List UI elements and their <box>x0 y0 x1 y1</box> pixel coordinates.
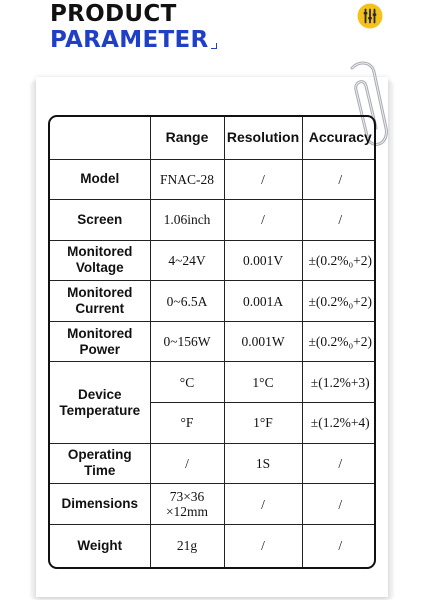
resolution-cell: / <box>224 200 302 241</box>
spec-table <box>48 115 376 569</box>
title-line-2 <box>50 26 217 54</box>
accuracy-cell: ±(0.2%₀+2) <box>302 240 376 281</box>
range-cell: °C <box>150 362 224 403</box>
resolution-cell: 0.001V <box>224 240 302 281</box>
resolution-cell: 1°C <box>224 362 302 403</box>
accuracy-cell: ±(1.2%+4) <box>302 403 376 444</box>
header-cell-accuracy: Accuracy <box>302 117 376 159</box>
row-label: Model <box>50 159 150 200</box>
title-line-2-text: PARAMETER <box>50 27 209 53</box>
table-row <box>50 281 376 322</box>
accuracy-cell: ±(1.2%+3) <box>302 362 376 403</box>
accuracy-cell: / <box>302 200 376 241</box>
range-cell: 73×36 ×12mm <box>150 484 224 525</box>
table-row <box>50 484 376 525</box>
resolution-cell: 0.001A <box>224 281 302 322</box>
resolution-cell: / <box>224 159 302 200</box>
corner-mark <box>211 43 217 49</box>
header-cell-range: Range <box>150 117 224 159</box>
row-label: Device Temperature <box>50 362 150 443</box>
row-label: Monitored Voltage <box>50 240 150 281</box>
header-cell-resolution: Resolution <box>224 117 302 159</box>
range-cell: 21g <box>150 524 224 567</box>
table-row <box>50 240 376 281</box>
row-label: Monitored Power <box>50 321 150 362</box>
table-row <box>50 362 376 403</box>
title-line-1: PRODUCT <box>50 1 177 27</box>
table-row <box>50 443 376 484</box>
header-cell-empty <box>50 117 150 159</box>
resolution-cell: 1S <box>224 443 302 484</box>
accuracy-cell: / <box>302 159 376 200</box>
table-header-row <box>50 117 376 159</box>
resolution-cell: / <box>224 524 302 567</box>
accuracy-cell: / <box>302 443 376 484</box>
range-cell: 4~24V <box>150 240 224 281</box>
resolution-cell: / <box>224 484 302 525</box>
row-label: Dimensions <box>50 484 150 525</box>
row-label: Operating Time <box>50 443 150 484</box>
table-row <box>50 200 376 241</box>
resolution-cell: 0.001W <box>224 321 302 362</box>
row-label: Monitored Current <box>50 281 150 322</box>
tuning-icon <box>357 3 383 29</box>
table-row <box>50 321 376 362</box>
range-cell: FNAC-28 <box>150 159 224 200</box>
range-cell: 1.06inch <box>150 200 224 241</box>
accuracy-cell: ±(0.2%₀+2) <box>302 281 376 322</box>
range-cell: 0~156W <box>150 321 224 362</box>
resolution-cell: 1°F <box>224 403 302 444</box>
range-cell: / <box>150 443 224 484</box>
accuracy-cell: / <box>302 484 376 525</box>
table-row <box>50 159 376 200</box>
row-label: Weight <box>50 524 150 567</box>
accuracy-cell: / <box>302 524 376 567</box>
table-row <box>50 524 376 567</box>
range-cell: °F <box>150 403 224 444</box>
accuracy-cell: ±(0.2%₀+2) <box>302 321 376 362</box>
row-label: Screen <box>50 200 150 241</box>
range-cell: 0~6.5A <box>150 281 224 322</box>
